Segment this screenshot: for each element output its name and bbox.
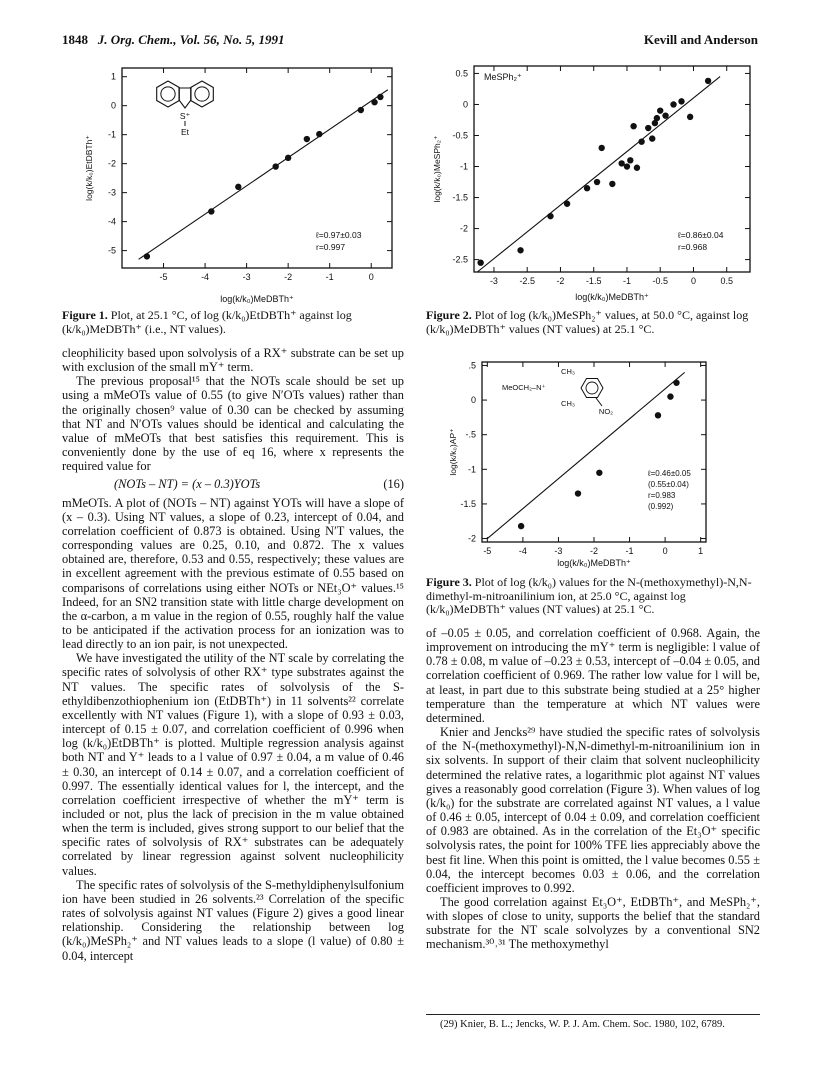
figure-2-caption [426,309,760,336]
x-tick-label: -4 [201,272,210,282]
y-tick-label: -1 [107,129,116,140]
figure-1-caption-text: Plot, at 25.1 °C, of log (k/k₀)EtDBTh⁺ against log (k/k₀)MeDBTh⁺ (i.e., NT values). [62,308,352,336]
data-point [358,107,364,113]
y-tick-label: .5 [468,360,476,371]
benzene-ring [157,81,180,107]
y-tick-label: -0.5 [452,130,468,141]
data-point [316,131,322,137]
y-tick-label: -1 [467,464,476,475]
data-point [667,393,673,399]
y-tick-label: -3 [107,187,116,198]
equation-text: (NOTs – NT) = (x – 0.3)YOTs [114,477,261,492]
data-point [655,412,661,418]
benzene-ring [191,81,214,107]
panel-label: MeSPh₂⁺ [484,72,522,82]
bond [596,398,602,406]
figure-3-chart [446,356,716,574]
x-tick-label: -3 [242,272,251,282]
figure-3-caption [426,576,760,617]
data-point [564,201,570,207]
x-tick-label: 0 [690,276,696,286]
y-tick-label: -4 [107,216,116,227]
data-point [547,213,553,219]
data-point [477,259,483,265]
y-tick-label: -2 [107,158,116,169]
x-tick-label: -2 [284,272,293,282]
data-point [634,165,640,171]
data-point [598,145,604,151]
y-axis-label: log(k/k₀)MeSPh₂⁺ [432,135,442,203]
x-tick-label: 0.5 [720,276,733,286]
y-tick-label: 0 [470,395,476,406]
right-paragraph-2: Knier and Jencks²⁹ have studied the specific rates of solvolysis of the N-(methoxymethyl)-N,N-dimethyl-m-nitroanilinium ion in six solvents. In support of their claim that solvent nucleophilicity determined the relative rates, a logarithmic plot against NT values gives a reasonably good correlation (Figure 3). When values of log (k/k₀) for the substrate are correlated against NT values, a l value of 0.46 ± 0.05, intercept of 0.04 ± 0.09, and correlation coefficient of 0.983 are obtained. As in the correlation of the Et₃O⁺ specific solvolysis rates, the point for 100% TFE lies appreciably above the best fit line. When this point is omitted, the l value becomes 0.55 ± 0.04, the intercept becomes 0.03 ± 0.06, and the correlation coefficient improves to 0.992. [426,725,760,895]
footnote-rule [426,1014,760,1015]
ethyldibenzothiophenium-structure [157,81,214,137]
figure-3-caption-text: Plot of log (k/k₀) values for the N-(methoxymethyl)-N,N-dimethyl-m-nitroanilinium ion, at 25.0 °C, against log (k/k₀)MeDBTh⁺ values (NT values) at 25.1 °C. [426,575,752,616]
left-column [62,346,404,963]
anilinium-structure [502,367,613,416]
data-point [575,490,581,496]
y-tick-label: -2.5 [452,254,468,265]
x-axis-label: log(k/k₀)MeDBTh⁺ [575,292,649,302]
fit-stat: ℓ=0.46±0.05 [648,469,691,478]
y-tick-label: 0.5 [455,68,468,79]
y-tick-label: -2 [467,533,476,544]
fit-stat: r=0.997 [316,242,346,252]
x-tick-label: 0 [662,546,668,556]
x-tick-label: -5 [159,272,168,282]
y-tick-label: 1 [110,71,116,82]
equation-16 [62,473,404,495]
thiophene-ring [179,88,191,108]
y-tick-label: -.5 [465,429,476,440]
x-tick-label: -1 [625,546,634,556]
left-paragraph-4: We have investigated the utility of the NT scale by correlating the specific rates of solvolysis of other RX⁺ type substrates against the NT values. The specific rates of solvolysis of the S-ethyldibenzothiophenium ion (EtDBTh⁺) in 11 solvents²² correlate excellently with NT values (Figure 1), with a slope of 0.93 ± 0.03, intercept of 0.15 ± 0.07, and correlation coefficient of 0.996 when log (k/k₀)EtDBTh⁺ is plotted. Multiple regression analysis against both NT and Y⁺ leads to a l value of 0.97 ± 0.04, a m value of 0.46 ± 0.30, an intercept of 0.14 ± 0.07, and a correlation coefficient of 0.997. The essentially identical values for l, the intercept, and the correlation coefficient irrespective of whether the mY⁺ term is included or not, plus the lack of precision in the m value obtained when the term is included, gives strong support to our belief that the specific rates of solvolysis of RX⁺ substrates can be adequately correlated by linear regression against solvent nucleophilicity values. [62,651,404,878]
data-point [649,135,655,141]
y-tick-label: -1.5 [452,192,468,203]
figure-2-caption-label: Figure 2. [426,308,472,322]
data-point [678,98,684,104]
data-point [673,380,679,386]
aromatic-circle [586,382,598,394]
figure-2-chart [430,62,760,308]
journal-ref: J. Org. Chem., Vol. 56, No. 5, 1991 [97,32,285,47]
methyl-label: CH₃ [561,367,575,376]
data-point [657,107,663,113]
aromatic-circle [195,87,209,101]
fit-stat: r=0.983 [648,491,676,500]
x-tick-label: -2 [556,276,565,286]
x-tick-label: -0.5 [652,276,668,286]
data-point [596,470,602,476]
x-tick-label: -2.5 [519,276,535,286]
data-point [609,181,615,187]
y-tick-label: -1.5 [460,498,476,509]
data-point [645,125,651,131]
data-point [584,185,590,191]
data-point [654,115,660,121]
y-tick-label: 0 [110,100,116,111]
data-point [272,163,278,169]
equation-number: (16) [383,477,404,492]
data-point [377,94,383,100]
right-paragraph-3: The good correlation against Et₃O⁺, EtDBTh⁺, and MeSPh₂⁺, with slopes of close to unity, supports the belief that the standard substrate for the NT scale solvolyzes by a conventional SN2 mechanism.³⁰˒³¹ The methoxymethyl [426,894,760,952]
data-point [594,179,600,185]
methyl-label: CH₃ [561,399,575,408]
right-column [426,626,760,952]
footnote-29: (29) Knier, B. L.; Jencks, W. P. J. Am. Chem. Soc. 1980, 102, 6789. [440,1019,725,1030]
figure-2-caption-text: Plot of log (k/k₀)MeSPh₂⁺ values, at 50.0 °C, against log (k/k₀)MeDBTh⁺ values (NT values) at 25.1 °C. [426,308,749,336]
y-tick-label: -2 [459,223,468,234]
fit-stat: (0.992) [648,502,674,511]
figure-1-chart [82,60,404,308]
x-tick-label: -5 [483,546,492,556]
x-tick-label: -2 [589,546,599,556]
data-point [687,114,693,120]
x-tick-label: -4 [518,546,527,556]
x-axis-label: log(k/k₀)MeDBTh⁺ [557,558,631,568]
y-tick-label: -1 [459,161,468,172]
right-paragraph-1: of –0.05 ± 0.05, and correlation coefficient of 0.968. Again, the improvement on introducing the mY⁺ term is negligible: l value of 0.78 ± 0.08, m value of –0.23 ± 0.53, intercept of –0.04 ± 0.05, and correlation coefficient of 0.969. The rather low value for l will be, at least, in part due to this substrate being studied at a 25° higher temperature than the temperature at which NT values were determined. [426,626,760,725]
data-point [627,157,633,163]
data-point [208,208,214,214]
data-point [662,112,668,118]
page-header-authors: Kevill and Anderson [643,32,758,47]
y-tick-label: -5 [107,245,116,256]
y-tick-label: 0 [462,99,468,110]
page-header-left [62,32,284,48]
left-paragraph-5: The specific rates of solvolysis of the S-methyldiphenylsulfonium ion have been studied in 26 solvents.²³ Correlation of the specific rates of solvolysis against NT values (Figure 2) gives a good linear relationship. Considering the relationship between log (k/k₀)MeSPh₂⁺ and NT values leads to a slope (l value) of 0.80 ± 0.04, intercept [62,877,404,963]
left-paragraph-3: mMeOTs. A plot of (NOTs – NT) against YOTs will have a slope of (x – 0.3). Using NT values, a slope of 0.23, intercept of 0.04, and correlation coefficient of 0.873 is obtained. Using N′T values, the corresponding values are 0.25, 0.10, and 0.872. The x values obtained are, therefore, 0.53 and 0.55, respectively; these values are in excellent agreement with the previous estimate of 0.55 based on comparisons of correlations using either NOTs or NEt₃O⁺ values.¹⁵ Indeed, for an SN2 transition state with little charge development on the α-carbon, a m value in the region of 0.55, roughly half the value to be anticipated if the activation process for an ionization was to lead directly to an ion pair, is not unexpected. [62,495,404,652]
figure-3-caption-label: Figure 3. [426,575,472,589]
fit-stat: r=0.968 [678,242,708,252]
fit-stat: ℓ=0.97±0.03 [316,230,362,240]
left-paragraph-2: The previous proposal¹⁵ that the NOTs scale should be set up using a mMeOTs value of 0.55 (to give N′OTs values) rather than the originally chosen⁹ value of 0.30 can be checked by assuming that NT and N′OTs values should be identical and calculating the value of mMeOTs that best satisfies this requirement. This is conveniently done by the use of eq 16, where x represents the required value for [62,374,404,474]
fit-stat: (0.55±0.04) [648,480,689,489]
y-axis-label: log(k/k₀)EtDBTh⁺ [84,135,94,201]
figure-1-caption [62,309,404,336]
data-point [624,163,630,169]
fit-stat: ℓ=0.86±0.04 [678,230,724,240]
ethyl-label: Et [180,127,190,137]
x-tick-label: 1 [698,546,704,556]
data-point [371,99,377,105]
data-point [235,184,241,190]
methoxymethyl-label: MeOCH₂–N⁺ [502,383,546,392]
nitro-label: NO₂ [598,407,614,416]
x-tick-label: -1.5 [585,276,602,286]
x-tick-label: -1 [325,272,334,282]
x-axis-label: log(k/k₀)MeDBTh⁺ [220,294,294,304]
sulfonium-label: S⁺ [179,111,191,121]
figure-1-caption-label: Figure 1. [62,308,108,322]
left-paragraph-1: cleophilicity based upon solvolysis of a RX⁺ substrate can be set up with exclusion of the small mY⁺ term. [62,346,404,375]
data-point [304,136,310,142]
y-axis-label: log(k/k₀)AP⁺ [448,428,458,476]
aromatic-circle [161,87,175,101]
data-point [638,138,644,144]
x-tick-label: -3 [554,546,563,556]
data-point [517,247,523,253]
data-point [518,523,524,529]
benzene-ring [581,379,603,398]
data-point [144,253,150,259]
x-tick-label: -3 [489,276,498,286]
data-point [285,155,291,161]
x-tick-label: -1 [622,276,631,286]
x-tick-label: 0 [368,272,374,282]
data-point [630,123,636,129]
data-point [705,78,711,84]
data-point [670,101,676,107]
page-number: 1848 [62,32,88,47]
